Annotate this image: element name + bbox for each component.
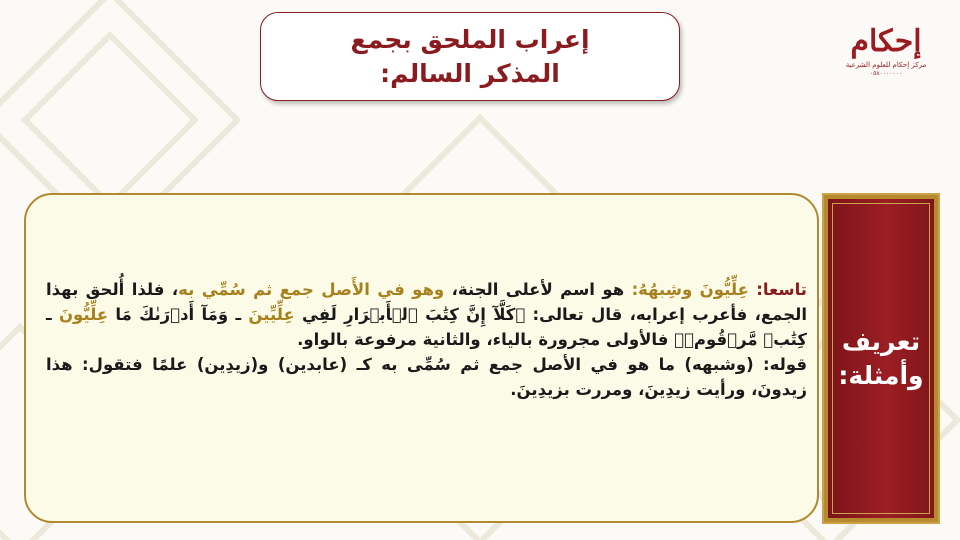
logo-wordmark: إحكام — [850, 24, 922, 59]
side-tab-line-1: تعريف — [841, 326, 921, 356]
brand-logo — [840, 18, 932, 100]
term-heading: عِلِّيُّونَ وشِبهُهُ: — [631, 280, 749, 299]
slide-title-line-1: إعراب الملحق بجمع — [350, 24, 590, 54]
logo-number: ٠٥٨٠٠٠٠٠٠٠ — [869, 70, 903, 77]
section-label: تاسعا: — [756, 280, 807, 299]
definition-text-a: هو اسم لأعلى الجنة، — [444, 280, 625, 299]
paragraph-example: قوله: (وشبهه) ما هو في الأصل جمع ثم سُمِّى به كـ (عابدين) و(زيدِين) علمًا فتقول: هذا زيدونَ، ورأيت زيدِينَ، ومررت بزيدِينَ. — [46, 355, 807, 399]
side-tab-label — [838, 325, 923, 393]
paragraph-definition — [46, 277, 807, 352]
logo-subtitle: مركز إحكام للعلوم الشرعية — [845, 61, 927, 69]
quran-highlight-1: عِلِّيِّينَ — [248, 305, 295, 324]
content-text — [46, 277, 807, 402]
quran-highlight-2: عِلِّيُّونَ — [58, 305, 109, 324]
slide-title-line-2: المذكر السالم: — [380, 58, 560, 88]
side-tab-line-2: وأمثلة: — [838, 360, 924, 390]
definition-text-b: ، فلذا أُلحق بهذا الجمع، فأعرب إعرابه، قال تعالى: ﴿كَلَّآ إِنَّ كِتَٰبَ ٱلۡأَبۡرَارِ لَفِي — [46, 280, 807, 324]
definition-highlight-a: وهو في الأَصل جمع ثم سُمِّي به — [178, 280, 445, 299]
section-side-tab — [824, 195, 938, 522]
slide-title-box — [260, 12, 680, 101]
content-panel — [24, 193, 819, 523]
definition-text-c: ـ وَمَآ أَدۡرَىٰكَ مَا — [108, 305, 249, 324]
definition-text-d: ـ كِتَٰبٞ مَّرۡقُومٞ﴾ فالأولى مجرورة بالياء، والثانية مرفوعة بالواو. — [46, 305, 807, 349]
